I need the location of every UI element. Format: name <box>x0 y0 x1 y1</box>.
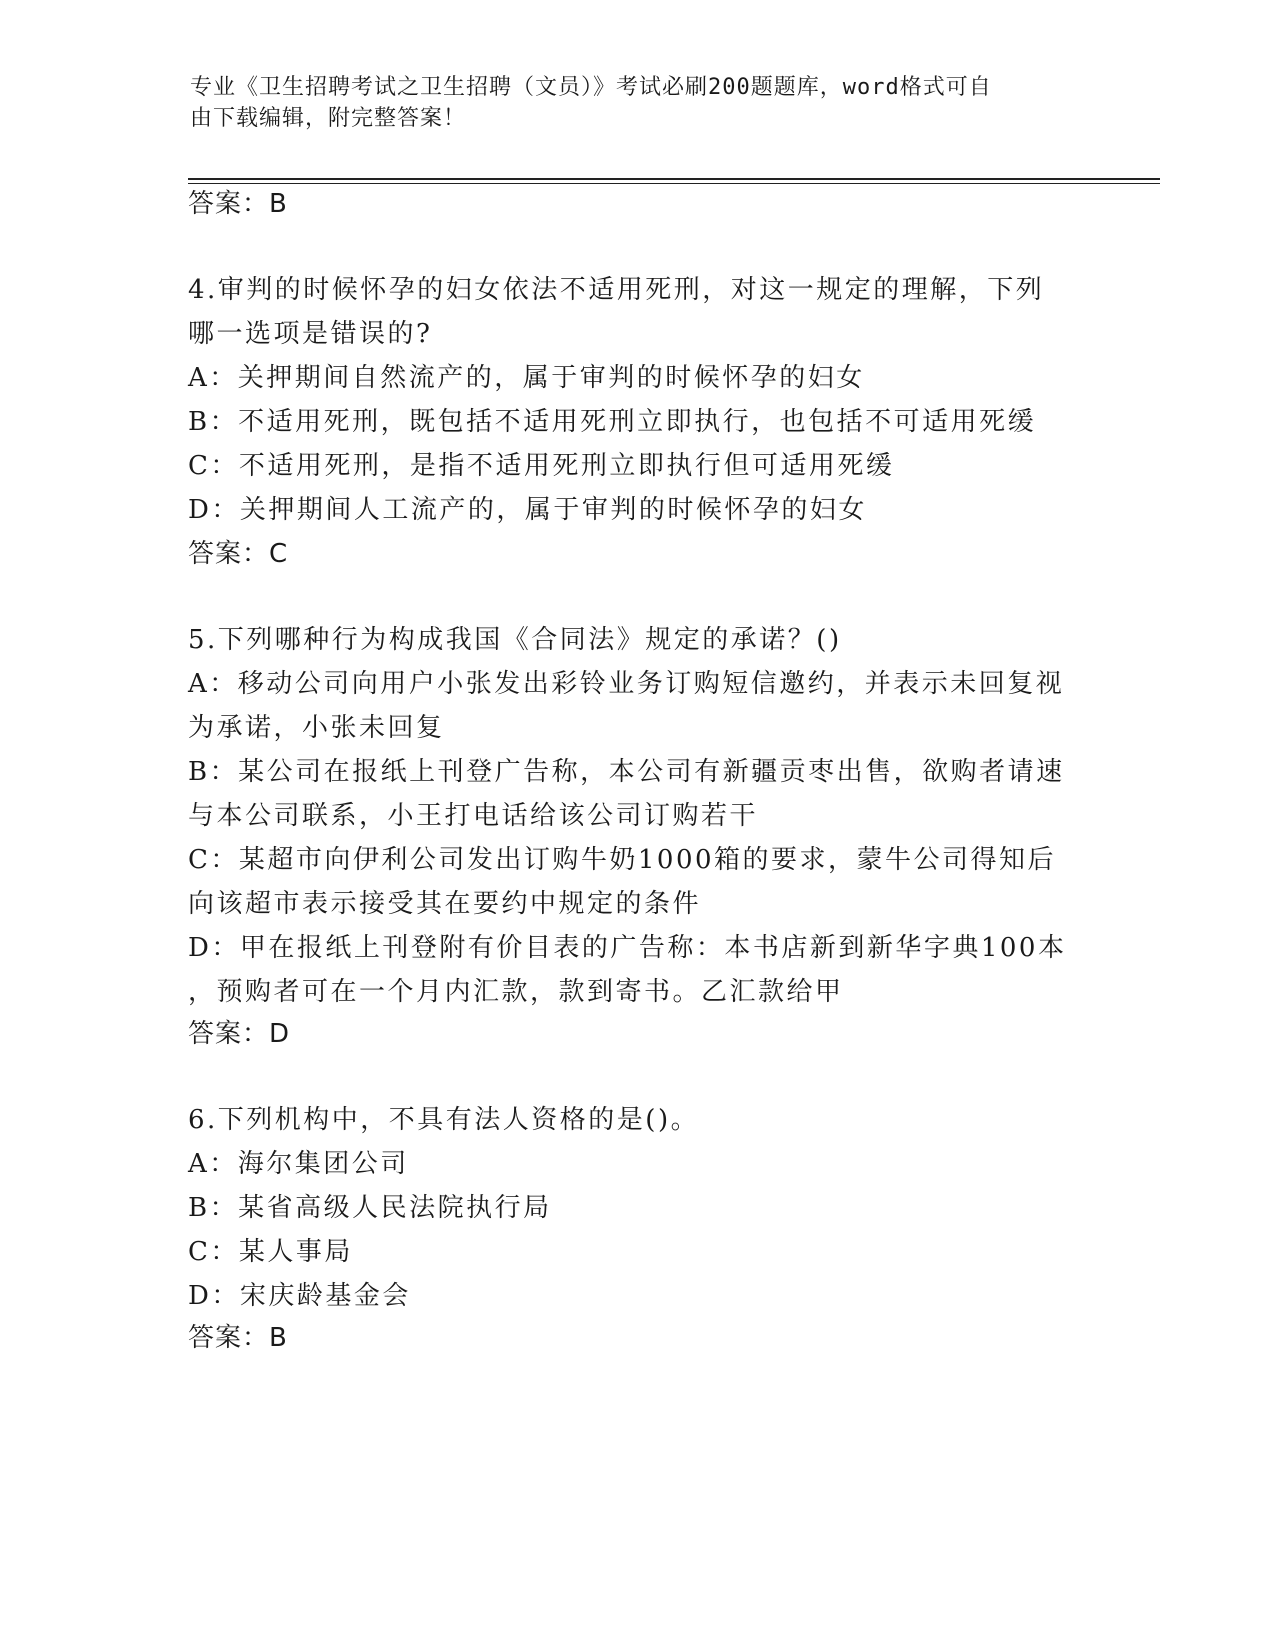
header-divider-thick <box>188 178 1160 180</box>
question-4-option-d: D：关押期间人工流产的，属于审判的时候怀孕的妇女 <box>188 495 867 525</box>
question-4-stem-line-1: 4.审判的时候怀孕的妇女依法不适用死刑，对这一规定的理解，下列 <box>188 275 1045 305</box>
question-5-option-c-line-1: C：某超市向伊利公司发出订购牛奶1000箱的要求，蒙牛公司得知后 <box>188 845 1057 875</box>
question-5-option-c-line-2: 向该超市表示接受其在要约中规定的条件 <box>188 889 702 919</box>
question-5-option-a-line-2: 为承诺，小张未回复 <box>188 713 445 743</box>
header-divider-thin <box>188 183 1160 184</box>
question-5-option-b-line-1: B：某公司在报纸上刊登广告称，本公司有新疆贡枣出售，欲购者请速 <box>188 757 1065 787</box>
question-5-answer: 答案：D <box>188 1019 291 1049</box>
question-4-option-a: A：关押期间自然流产的，属于审判的时候怀孕的妇女 <box>188 363 865 393</box>
answer-previous: 答案：B <box>188 189 288 219</box>
header-line-2: 由下载编辑，附完整答案！ <box>190 106 467 131</box>
question-4-answer: 答案：C <box>188 539 289 569</box>
question-4-option-b: B：不适用死刑，既包括不适用死刑立即执行，也包括不可适用死缓 <box>188 407 1037 437</box>
question-4-stem-line-2: 哪一选项是错误的? <box>188 319 433 349</box>
question-6-option-d: D：宋庆龄基金会 <box>188 1281 411 1311</box>
question-6-option-b: B：某省高级人民法院执行局 <box>188 1193 552 1223</box>
question-6-option-c: C：某人事局 <box>188 1237 353 1267</box>
document-header <box>190 72 1070 134</box>
question-6-option-a: A：海尔集团公司 <box>188 1149 409 1179</box>
question-6-stem-line-1: 6.下列机构中，不具有法人资格的是()。 <box>188 1105 700 1135</box>
question-6-answer: 答案：B <box>188 1323 288 1353</box>
question-5-option-b-line-2: 与本公司联系，小王打电话给该公司订购若干 <box>188 801 759 831</box>
question-4-option-c: C：不适用死刑，是指不适用死刑立即执行但可适用死缓 <box>188 451 895 481</box>
question-5-option-d-line-1: D：甲在报纸上刊登附有价目表的广告称：本书店新到新华字典100本 <box>188 933 1067 963</box>
header-line-1: 专业《卫生招聘考试之卫生招聘（文员）》考试必刷200题题库，word格式可自 <box>190 75 992 100</box>
question-5-stem-line-1: 5.下列哪种行为构成我国《合同法》规定的承诺？() <box>188 625 842 655</box>
question-5-option-d-line-2: ，预购者可在一个月内汇款，款到寄书。乙汇款给甲 <box>188 977 844 1007</box>
question-5-option-a-line-1: A：移动公司向用户小张发出彩铃业务订购短信邀约，并表示未回复视 <box>188 669 1065 699</box>
